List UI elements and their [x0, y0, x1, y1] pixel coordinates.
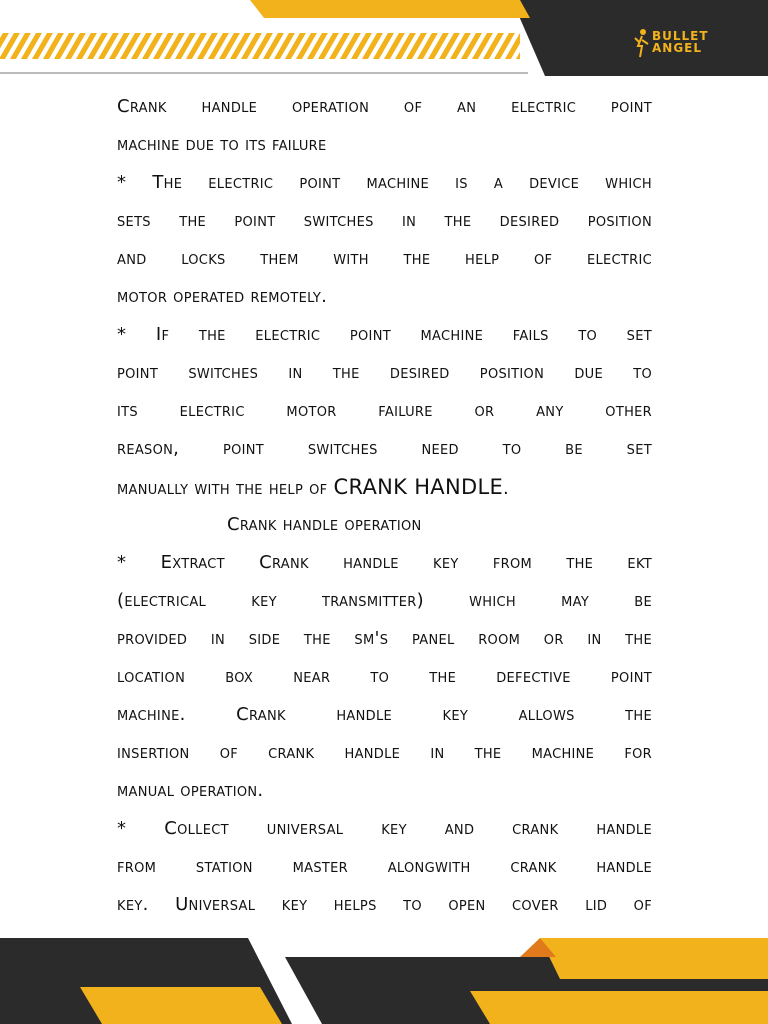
text-line: [117, 468, 652, 506]
text-run: manually with the help of: [117, 478, 328, 499]
section-heading: Crank handle operation: [227, 514, 422, 535]
runner-icon: [634, 28, 650, 58]
brand-name: [652, 30, 709, 54]
text-line: * If the electric point machine fails to set: [117, 324, 652, 345]
text-line: reason, point switches need to be set: [117, 438, 652, 459]
text-line: Crank handle operation of an electric point: [117, 96, 652, 117]
text-line: from station master alongwith crank handle: [117, 856, 652, 877]
text-line: insertion of crank handle in the machine for: [117, 742, 652, 763]
text-line: * Collect universal key and crank handle: [117, 818, 652, 839]
text-line: (electrical key transmitter) which may be: [117, 590, 652, 611]
brand-line-1: BULLET: [652, 29, 709, 43]
text-line: machine. Crank handle key allows the: [117, 704, 652, 725]
text-line: manual operation.: [117, 780, 264, 801]
emphasis-crank-handle: CRANK HANDLE: [333, 475, 504, 499]
brand-line-2: ANGEL: [652, 41, 703, 55]
text-line: * The electric point machine is a device which: [117, 172, 652, 193]
text-line: its electric motor failure or any other: [117, 400, 652, 421]
text-line: and locks them with the help of electric: [117, 248, 652, 269]
page-header: [0, 0, 768, 90]
text-line: location box near to the defective point: [117, 666, 652, 687]
text-line: provided in side the sm's panel room or in the: [117, 628, 652, 649]
text-line: machine due to its failure: [117, 134, 327, 155]
text-line: key. Universal key helps to open cover lid of: [117, 894, 652, 915]
text-run: .: [503, 478, 510, 499]
document-body: [117, 88, 652, 924]
text-line: motor operated remotely.: [117, 286, 328, 307]
text-line: sets the point switches in the desired position: [117, 210, 652, 231]
page-footer: [0, 935, 768, 1024]
text-line: point switches in the desired position due to: [117, 362, 652, 383]
text-line: * Extract Crank handle key from the ekt: [117, 552, 652, 573]
brand-logo: [634, 24, 744, 66]
footer-banner: [0, 935, 768, 1024]
